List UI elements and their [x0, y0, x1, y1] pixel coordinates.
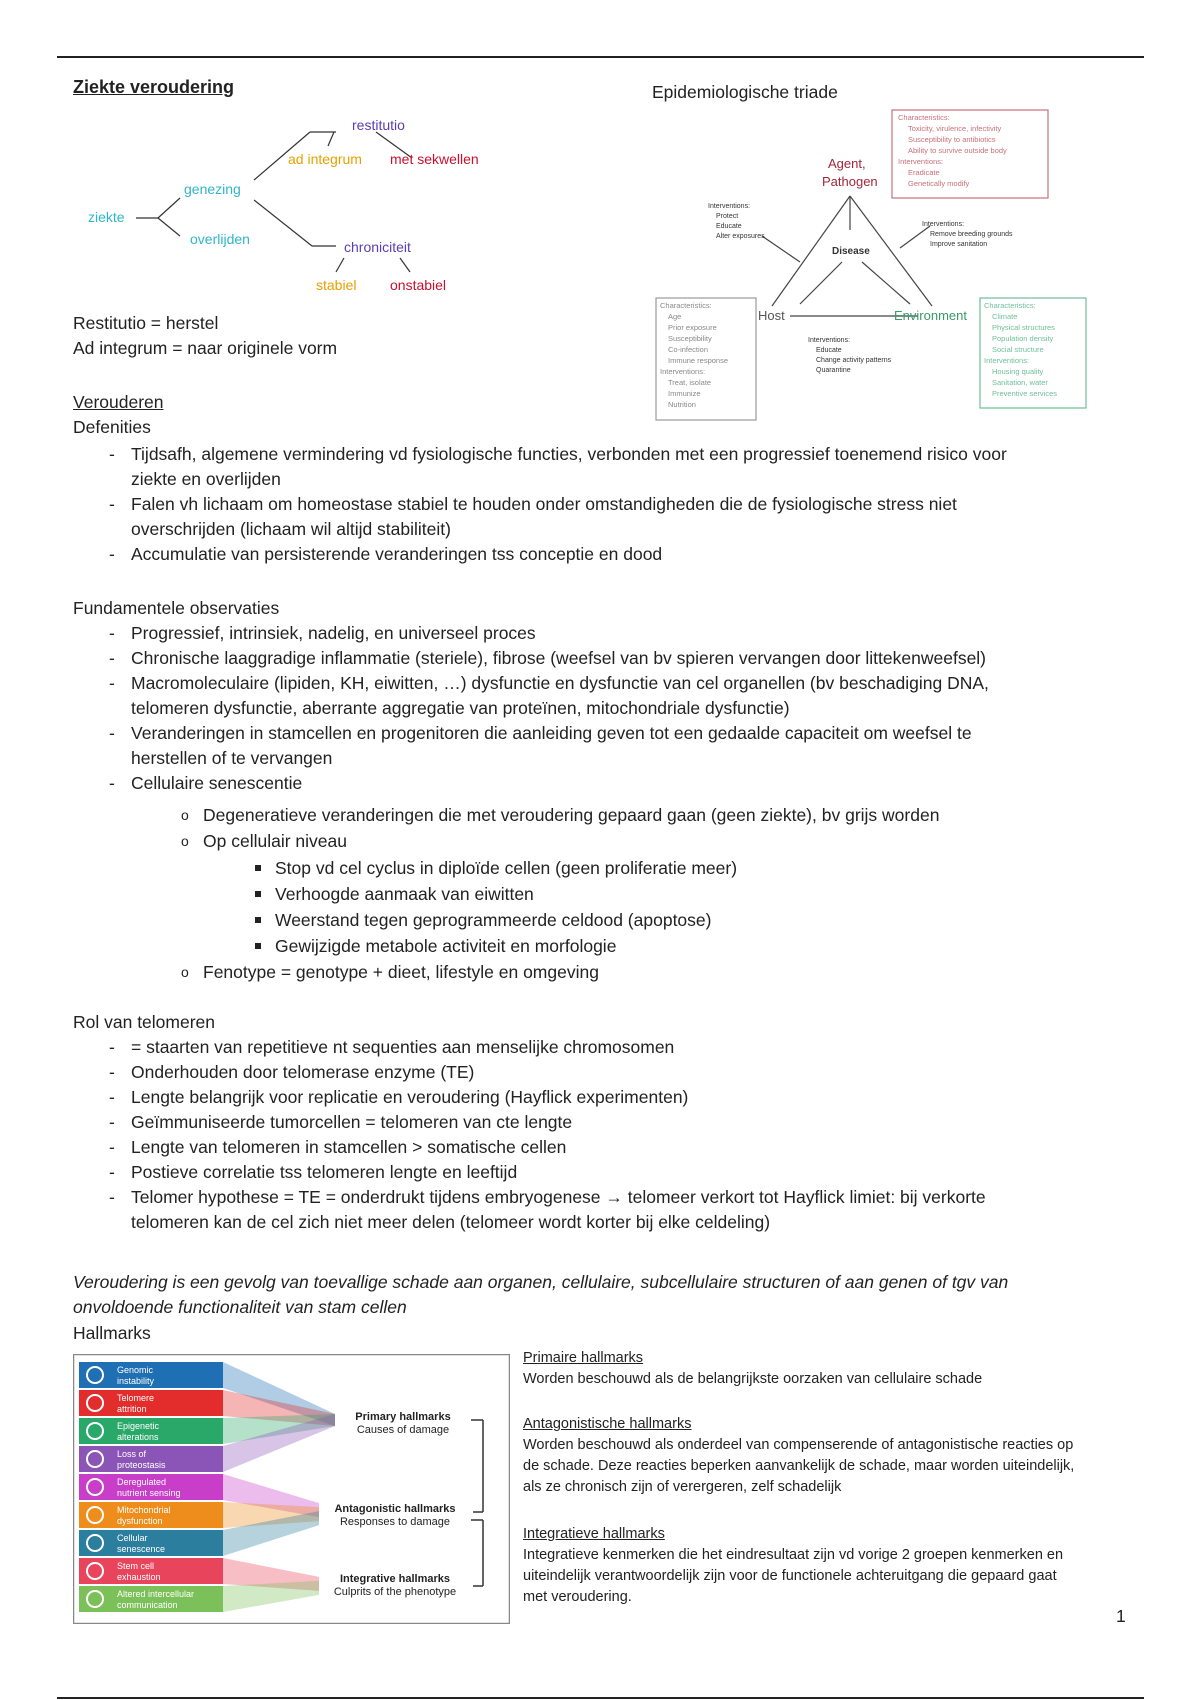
svg-text:Preventive services: Preventive services: [992, 389, 1058, 398]
disease-flow-diagram: [80, 112, 520, 302]
bottom-rule: [57, 1697, 1144, 1699]
triad-diagram: [650, 106, 1090, 422]
telomeren-list: [57, 1035, 1147, 1235]
svg-text:Interventions:: Interventions:: [660, 367, 706, 376]
svg-text:Toxicity, virulence, infectivi: Toxicity, virulence, infectivity: [908, 124, 1002, 133]
triad-title: Epidemiologische triade: [652, 82, 838, 102]
host-box-text: [660, 301, 728, 409]
svg-text:Climate: Climate: [992, 312, 1018, 321]
integratieve-heading: Integratieve hallmarks: [523, 1526, 665, 1542]
node-restitutio: restitutio: [352, 117, 405, 133]
hallmark-label: proteostasis: [117, 1460, 166, 1470]
triad-environment: Environment: [894, 308, 967, 323]
fundamentele-list: [57, 621, 1147, 796]
svg-text:Protect: Protect: [716, 213, 739, 220]
hallmark-label: Mitochondrial: [117, 1505, 171, 1515]
list-item: Verhoogde aanmaak van eiwitten: [57, 881, 1147, 907]
node-overlijden: overlijden: [190, 231, 250, 247]
svg-text:Sanitation, water: Sanitation, water: [992, 378, 1048, 387]
svg-text:Social structure: Social structure: [992, 345, 1044, 354]
list-item: Weerstand tegen geprogrammeerde celdood (apoptose): [57, 907, 1147, 933]
list-item: - Tijdsafh, algemene vermindering vd fysiologische functies, verbonden met een progressief toenemend risico voor ziekte en overlijden: [57, 442, 1147, 492]
node-chroniciteit: chroniciteit: [344, 239, 411, 255]
svg-text:Remove breeding grounds: Remove breeding grounds: [930, 231, 1013, 238]
svg-text:Susceptibility: Susceptibility: [668, 334, 712, 343]
agent-box-text: [898, 113, 1007, 188]
svg-text:Interventions:: Interventions:: [922, 221, 965, 228]
svg-text:Alter exposures: Alter exposures: [716, 233, 765, 240]
hallmark-label: nutrient sensing: [117, 1488, 181, 1498]
svg-text:Ability to survive outside bod: Ability to survive outside body: [908, 146, 1007, 155]
left-interventions-text: [708, 203, 765, 240]
env-box-text: [984, 301, 1057, 398]
list-item: Gewijzigde metabole activiteit en morfologie: [57, 933, 1147, 959]
hallmark-label: Altered intercellular: [117, 1589, 195, 1599]
svg-text:Susceptibility to antibiotics: Susceptibility to antibiotics: [908, 135, 996, 144]
list-item: - Accumulatie van persisterende veranderingen tss conceptie en dood: [57, 542, 1147, 567]
fenotype-sublist: [57, 959, 1147, 985]
list-item: - Lengte belangrijk voor replicatie en veroudering (Hayflick experimenten): [57, 1085, 1147, 1110]
hallmark-label: Stem cell: [117, 1561, 155, 1571]
hallmark-label: Loss of: [117, 1449, 147, 1459]
hallmark-label: senescence: [117, 1544, 166, 1554]
svg-text:Interventions:: Interventions:: [808, 337, 851, 344]
list-item: o Fenotype = genotype + dieet, lifestyle en omgeving: [57, 959, 1147, 985]
svg-text:Housing quality: Housing quality: [992, 367, 1044, 376]
svg-text:Quarantine: Quarantine: [816, 367, 851, 374]
svg-text:Population density: Population density: [992, 334, 1054, 343]
integrative-hallmarks-sub: Culprits of the phenotype: [333, 1586, 457, 1598]
primaire-text: Worden beschouwd als de belangrijkste oorzaken van cellulaire schade: [523, 1371, 983, 1387]
def-restitutio: Restitutio = herstel: [73, 313, 219, 333]
list-item: - Veranderingen in stamcellen en progenitoren die aanleiding geven tot een gedaalde capaciteit om weefsel te herstellen of te vervangen: [57, 721, 1147, 771]
antagonistic-hallmarks-title: Antagonistic hallmarks: [334, 1503, 456, 1515]
primary-hallmarks-title: Primary hallmarks: [355, 1411, 451, 1423]
primary-hallmarks-sub: Causes of damage: [356, 1424, 450, 1436]
page-number: 1: [1116, 1606, 1126, 1626]
svg-text:Improve sanitation: Improve sanitation: [930, 241, 988, 248]
top-rule: [57, 56, 1144, 58]
triad-disease: Disease: [832, 246, 870, 257]
svg-text:Characteristics:: Characteristics:: [660, 301, 712, 310]
hallmark-label: Epigenetic: [117, 1421, 160, 1431]
svg-text:Treat, isolate: Treat, isolate: [668, 378, 712, 387]
hallmark-label: attrition: [117, 1404, 147, 1414]
list-item: - Postieve correlatie tss telomeren lengte en leeftijd: [57, 1160, 1147, 1185]
hallmark-label: exhaustion: [117, 1572, 161, 1582]
verouderen-list: [57, 442, 1147, 567]
right-interventions-text: [922, 221, 1013, 248]
svg-text:Educate: Educate: [716, 223, 742, 230]
svg-text:Nutrition: Nutrition: [668, 400, 696, 409]
integrative-hallmarks-title: Integrative hallmarks: [339, 1573, 451, 1585]
hallmark-label: instability: [117, 1376, 155, 1386]
list-item: - Progressief, intrinsiek, nadelig, en universeel proces: [57, 621, 1147, 646]
hallmark-label: dysfunction: [117, 1516, 163, 1526]
fundamentele-heading: Fundamentele observaties: [73, 598, 280, 618]
hallmark-label: Genomic: [117, 1365, 154, 1375]
list-item: - Macromoleculaire (lipiden, KH, eiwitten, …) dysfunctie en dysfunctie van cel organellen (bv beschadiging DNA, telomeren dysfunctie, aberrante aggregatie van proteïnen, mitochondriale dysfunctie): [57, 671, 1147, 721]
list-item: o Op cellulair niveau: [57, 828, 1147, 854]
svg-text:Characteristics:: Characteristics:: [984, 301, 1036, 310]
svg-text:Physical structures: Physical structures: [992, 323, 1055, 332]
node-genezing: genezing: [184, 181, 241, 197]
svg-text:Interventions:: Interventions:: [898, 157, 944, 166]
list-item: - Geïmmuniseerde tumorcellen = telomeren van cte lengte: [57, 1110, 1147, 1135]
hallmark-label: alterations: [117, 1432, 159, 1442]
list-item: - Cellulaire senescentie: [57, 771, 1147, 796]
cellulair-subsublist: [57, 855, 1147, 959]
svg-text:Interventions:: Interventions:: [708, 203, 751, 210]
triad-agent: Agent,: [828, 156, 866, 171]
antagonistic-hallmarks-sub: Responses to damage: [339, 1516, 451, 1528]
svg-text:Co-infection: Co-infection: [668, 345, 709, 354]
italic-statement: Veroudering is een gevolg van toevallige schade aan organen, cellulaire, subcellulaire structuren of aan genen of tgv van onvoldoende functionaliteit van stam cellen: [73, 1272, 1009, 1317]
svg-text:Prior exposure: Prior exposure: [668, 323, 717, 332]
telomeren-heading: Rol van telomeren: [73, 1012, 216, 1032]
list-item: Stop vd cel cyclus in diploïde cellen (geen proliferatie meer): [57, 855, 1147, 881]
hallmark-label: communication: [117, 1600, 178, 1610]
hallmark-label: Cellular: [117, 1533, 148, 1543]
triad-host: Host: [758, 308, 785, 323]
svg-text:Immunize: Immunize: [668, 389, 701, 398]
triad-pathogen: Pathogen: [822, 174, 878, 189]
svg-text:Immune response: Immune response: [668, 356, 729, 365]
node-ad-integrum: ad integrum: [288, 151, 362, 167]
page-title: Ziekte veroudering: [73, 77, 235, 97]
senescentie-sublist: [57, 802, 1147, 854]
svg-text:Educate: Educate: [816, 347, 842, 354]
list-item: - Lengte van telomeren in stamcellen > somatische cellen: [57, 1135, 1147, 1160]
svg-text:Characteristics:: Characteristics:: [898, 113, 950, 122]
primaire-heading: Primaire hallmarks: [523, 1350, 644, 1366]
hallmark-label: Deregulated: [117, 1477, 167, 1487]
svg-text:Change activity patterns: Change activity patterns: [816, 357, 892, 364]
integratieve-text: Integratieve kenmerken die het eindresultaat zijn vd vorige 2 groepen kenmerken en uiteindelijk verantwoordelijk zijn voor de functionele achteruitgang die gepaard gaat met veroudering.: [523, 1547, 1064, 1605]
bottom-interventions-text: [808, 337, 892, 374]
hallmark-label: Telomere: [117, 1393, 155, 1403]
hallmarks-heading: Hallmarks: [73, 1323, 151, 1343]
list-item: - = staarten van repetitieve nt sequenties aan menselijke chromosomen: [57, 1035, 1147, 1060]
svg-text:Genetically modify: Genetically modify: [908, 179, 970, 188]
verouderen-heading: Verouderen: [73, 392, 164, 412]
svg-text:Eradicate: Eradicate: [908, 168, 940, 177]
node-stabiel: stabiel: [316, 277, 357, 293]
list-item: - Chronische laaggradige inflammatie (steriele), fibrose (weefsel van bv spieren vervangen door littekenweefsel): [57, 646, 1147, 671]
list-item: - Onderhouden door telomerase enzyme (TE): [57, 1060, 1147, 1085]
node-met-sekwellen: met sekwellen: [390, 151, 479, 167]
list-item: - Falen vh lichaam om homeostase stabiel te houden onder omstandigheden die de fysiologische stress niet overschrijden (lichaam wil altijd stabiliteit): [57, 492, 1147, 542]
svg-text:Interventions:: Interventions:: [984, 356, 1030, 365]
node-onstabiel: onstabiel: [390, 277, 447, 293]
list-item: - Telomer hypothese = TE = onderdrukt tijdens embryogenese → telomeer verkort tot Hayflick limiet: bij verkorte telomeren kan de cel zich niet meer delen (telomeer wordt korter bij elke celdeling): [57, 1185, 1147, 1235]
hallmarks-figure: [73, 1354, 510, 1624]
antagonistische-heading: Antagonistische hallmarks: [523, 1416, 692, 1432]
list-item: o Degeneratieve veranderingen die met veroudering gepaard gaan (geen ziekte), bv grijs worden: [57, 802, 1147, 828]
antagonistische-text: Worden beschouwd als onderdeel van compenserende of antagonistische reacties op de schade. Deze reacties beperken aanvankelijk de schade, maar worden uiteindelijk, als ze chronisch zijn of verergeren, zelf schadelijk: [523, 1437, 1075, 1495]
node-ziekte: ziekte: [88, 209, 125, 225]
verouderen-sub: Defenities: [73, 417, 151, 437]
def-ad-integrum: Ad integrum = naar originele vorm: [73, 338, 338, 358]
svg-text:Age: Age: [668, 312, 682, 321]
